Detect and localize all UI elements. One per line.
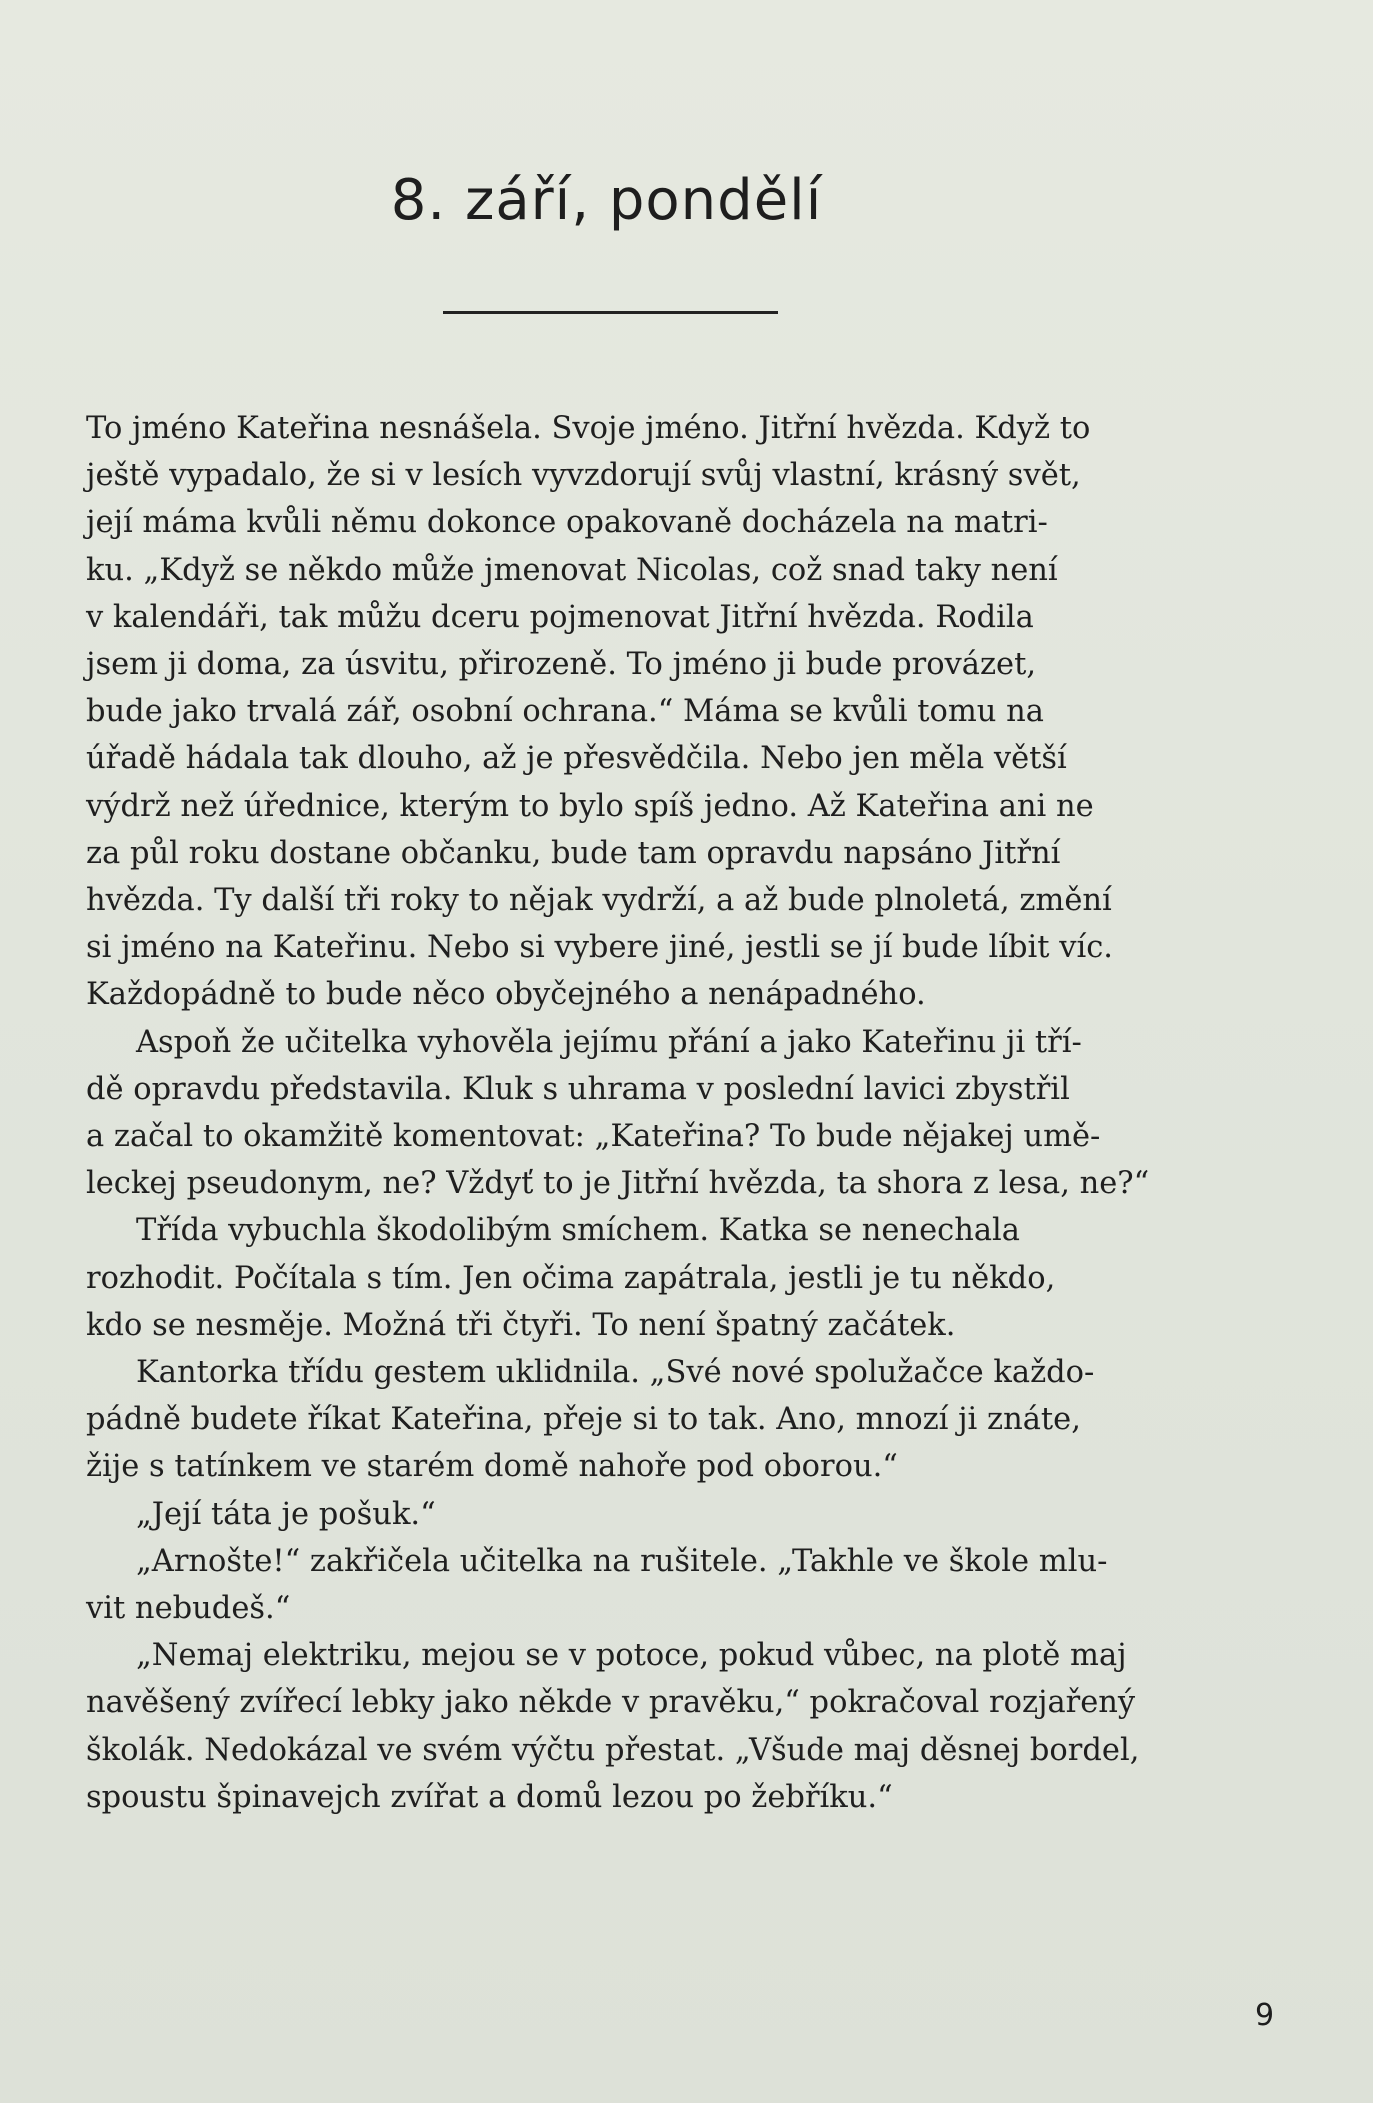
- text-line: a začal to okamžitě komentovat: „Kateřina? To bude nějakej umě-: [86, 1119, 1101, 1155]
- text-line: Kantorka třídu gestem uklidnila. „Své nové spolužačce každo-: [136, 1355, 1095, 1391]
- text-line: úřadě hádala tak dlouho, až je přesvědčila. Nebo jen měla větší: [86, 741, 1067, 777]
- text-line: spoustu špinavejch zvířat a domů lezou po žebříku.“: [86, 1779, 893, 1815]
- paragraph: [86, 1538, 1166, 1632]
- text-line: školák. Nedokázal ve svém výčtu přestat. „Všude maj děsnej bordel,: [86, 1732, 1140, 1768]
- body-text: [86, 405, 1166, 1821]
- text-line: kdo se nesměje. Možná tři čtyři. To není špatný začátek.: [86, 1307, 956, 1343]
- text-line: v kalendáři, tak můžu dceru pojmenovat Jitřní hvězda. Rodila: [86, 599, 1034, 635]
- text-line: za půl roku dostane občanku, bude tam opravdu napsáno Jitřní: [86, 835, 1061, 871]
- text-line: ještě vypadalo, že si v lesích vyvzdorují svůj vlastní, krásný svět,: [86, 458, 1081, 494]
- paragraph: [86, 1349, 1166, 1491]
- page-number: 9: [1255, 1998, 1275, 2033]
- text-line: „Arnošte!“ zakřičela učitelka na rušitele. „Takhle ve škole mlu-: [136, 1543, 1108, 1579]
- text-line: To jméno Kateřina nesnášela. Svoje jméno. Jitřní hvězda. Když to: [86, 411, 1091, 446]
- chapter-title: 8. září, pondělí: [390, 168, 823, 233]
- paragraph: [86, 1632, 1166, 1821]
- text-line: leckej pseudonym, ne? Vždyť to je Jitřní hvězda, ta shora z lesa, ne?“: [86, 1166, 1150, 1202]
- text-line: pádně budete říkat Kateřina, přeje si to tak. Ano, mnozí ji znáte,: [86, 1402, 1081, 1438]
- paragraph: [86, 1207, 1166, 1349]
- text-line: ku. „Když se někdo může jmenovat Nicolas, což snad taky není: [86, 552, 1058, 588]
- text-line: výdrž než úřednice, kterým to bylo spíš jedno. Až Kateřina ani ne: [86, 788, 1094, 824]
- text-line: dě opravdu představila. Kluk s uhrama v poslední lavici zbystřil: [86, 1071, 1070, 1107]
- text-line: Každopádně to bude něco obyčejného a nenápadného.: [86, 977, 926, 1013]
- paragraph: [86, 1491, 1166, 1538]
- text-line: vit nebudeš.“: [86, 1591, 291, 1627]
- text-line: „Její táta je pošuk.“: [136, 1496, 436, 1532]
- text-line: „Nemaj elektriku, mejou se v potoce, pokud vůbec, na plotě maj: [136, 1638, 1127, 1674]
- paragraph: [86, 405, 1166, 1019]
- text-line: její máma kvůli němu dokonce opakovaně docházela na matri-: [86, 505, 1048, 541]
- text-line: si jméno na Kateřinu. Nebo si vybere jiné, jestli se jí bude líbit víc.: [86, 930, 1113, 966]
- paragraph: [86, 1019, 1166, 1208]
- text-line: Aspoň že učitelka vyhověla jejímu přání a jako Kateřinu ji tří-: [136, 1024, 1082, 1060]
- text-line: hvězda. Ty další tři roky to nějak vydrží, a až bude plnoletá, změní: [86, 883, 1112, 919]
- text-line: bude jako trvalá zář, osobní ochrana.“ Máma se kvůli tomu na: [86, 694, 1044, 730]
- text-line: Třída vybuchla škodolibým smíchem. Katka se nenechala: [136, 1213, 1020, 1249]
- text-line: rozhodit. Počítala s tím. Jen očima zapátrala, jestli je tu někdo,: [86, 1260, 1056, 1296]
- title-divider: [443, 311, 778, 314]
- text-line: jsem ji doma, za úsvitu, přirozeně. To jméno ji bude provázet,: [86, 647, 1037, 683]
- text-line: navěšený zvířecí lebky jako někde v pravěku,“ pokračoval rozjařený: [86, 1685, 1136, 1721]
- text-line: žije s tatínkem ve starém domě nahoře pod oborou.“: [86, 1449, 898, 1485]
